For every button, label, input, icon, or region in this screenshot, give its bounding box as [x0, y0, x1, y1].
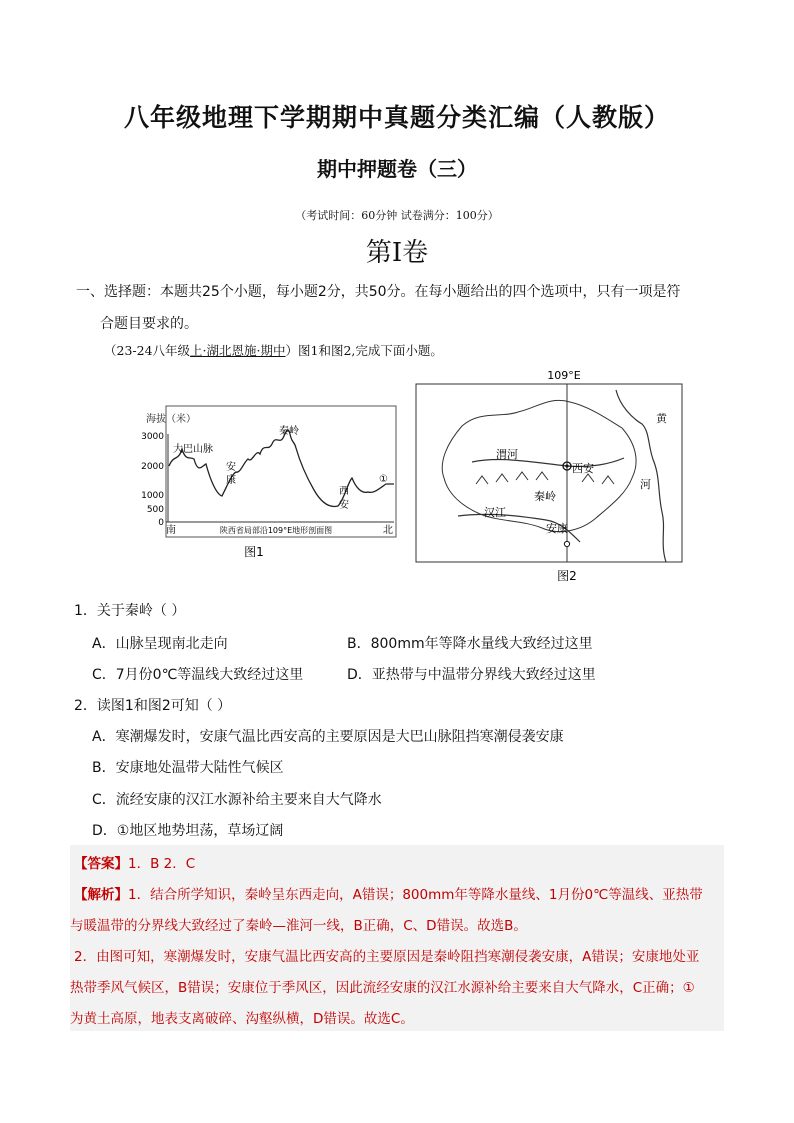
question-2-stem: 2．读图1和图2可知（ ） [74, 698, 232, 714]
map-label-he: 河 [640, 478, 651, 491]
answer-text: 1．B 2．C [128, 856, 196, 872]
ytick-2000: 2000 [141, 462, 164, 472]
analysis-line-4: 热带季风气候区，B错误；安康位于季风区，因此流经安康的汉江水源补给主要来自大气降水，C正确；① [70, 980, 695, 996]
label-north: 北 [383, 525, 393, 536]
source-suffix: ）图1和图2,完成下面小题。 [285, 343, 443, 358]
question-source [104, 341, 443, 359]
analysis-line-1 [74, 883, 703, 903]
page-title: 八年级地理下学期期中真题分类汇编（人教版） [123, 103, 670, 132]
instructions-line-1: 一、选择题：本题共25个小题，每小题2分，共50分。在每小题给出的四个选项中，只有一项是符 [76, 284, 681, 300]
q1-option-a[interactable]: A．山脉呈现南北走向 [92, 636, 228, 652]
question-1-stem: 1．关于秦岭（ ） [74, 603, 186, 619]
map-label-ankang: 安康 [546, 522, 568, 535]
analysis-line-3: 2．由图可知，寒潮爆发时，安康气温比西安高的主要原因是秦岭阻挡寒潮侵袭安康，A错误；安康地处亚 [74, 949, 700, 965]
answer-tag: 【答案】 [74, 856, 128, 872]
map-label-qinling: 秦岭 [534, 490, 556, 503]
q1-option-c[interactable]: C．7月份0℃等温线大致经过这里 [92, 667, 304, 683]
analysis-text-1: 1．结合所学知识，秦岭呈东西走向，A错误；800mm年等降水量线、1月份0℃等温线、亚热带 [128, 887, 703, 903]
label-xian-1: 西 [339, 486, 349, 497]
figure-2-map [410, 366, 686, 586]
label-xian-2: 安 [339, 500, 349, 511]
label-meridian: 109°E [547, 369, 581, 382]
ytick-1000: 1000 [141, 491, 164, 501]
ankang-marker [564, 541, 569, 546]
ytick-3000: 3000 [141, 432, 164, 442]
source-prefix: （23-24八年级 [104, 343, 191, 358]
axis-caption: 陕西省局部沿109°E地形剖面图 [219, 526, 333, 535]
label-qinling: 秦岭 [279, 426, 299, 437]
analysis-line-5: 为黄土高原，地表支离破碎、沟壑纵横，D错误。故选C。 [70, 1011, 414, 1027]
analysis-tag: 【解析】 [74, 887, 128, 903]
map-label-huang: 黄 [656, 412, 667, 425]
q1-option-d[interactable]: D．亚热带与中温带分界线大致经过这里 [347, 667, 596, 683]
instructions-line-2: 合题目要求的。 [100, 316, 198, 332]
province-boundary [442, 400, 636, 531]
q1-option-b[interactable]: B．800mm年等降水量线大致经过这里 [347, 636, 593, 652]
wei-river [472, 458, 624, 467]
figure-1-caption: 图1 [244, 545, 264, 559]
figure-2-frame [416, 384, 682, 562]
figure-1-profile [136, 404, 398, 564]
section-instructions [76, 276, 726, 340]
ytick-500: 500 [146, 505, 164, 515]
analysis-line-2: 与暖温带的分界线大致经过了秦岭—淮河一线，B正确，C、D错误。故选B。 [70, 918, 527, 934]
q2-option-c[interactable]: C．流经安康的汉江水源补给主要来自大气降水 [92, 792, 382, 808]
figure-1-ylabel: 海拔（米） [146, 414, 196, 425]
label-south: 南 [166, 525, 176, 536]
map-label-xian: 西安 [572, 462, 594, 475]
figure-2-caption: 图2 [557, 569, 577, 583]
source-link[interactable]: 上·湖北恩施·期中 [190, 343, 286, 358]
ytick-0: 0 [158, 518, 164, 528]
answer-box [70, 845, 724, 1031]
label-daba: 大巴山脉 [173, 444, 213, 455]
volume-heading: 第Ⅰ卷 [365, 238, 429, 268]
answer-line [74, 852, 195, 872]
label-marker: ① [379, 474, 388, 485]
map-label-weihe: 渭河 [496, 448, 518, 461]
profile-curve [169, 430, 394, 506]
exam-info: （考试时间：60分钟 试卷满分：100分） [295, 209, 499, 222]
q2-option-a[interactable]: A．寒潮爆发时，安康气温比西安高的主要原因是大巴山脉阻挡寒潮侵袭安康 [92, 729, 564, 745]
q2-option-d[interactable]: D．①地区地势坦荡，草场辽阔 [92, 823, 284, 839]
label-ankang-1: 安 [226, 462, 236, 473]
map-label-hanjiang: 汉江 [484, 506, 506, 519]
label-ankang-2: 康 [226, 475, 236, 486]
q2-option-b[interactable]: B．安康地处温带大陆性气候区 [92, 760, 284, 776]
page-subtitle: 期中押题卷（三） [317, 157, 477, 181]
